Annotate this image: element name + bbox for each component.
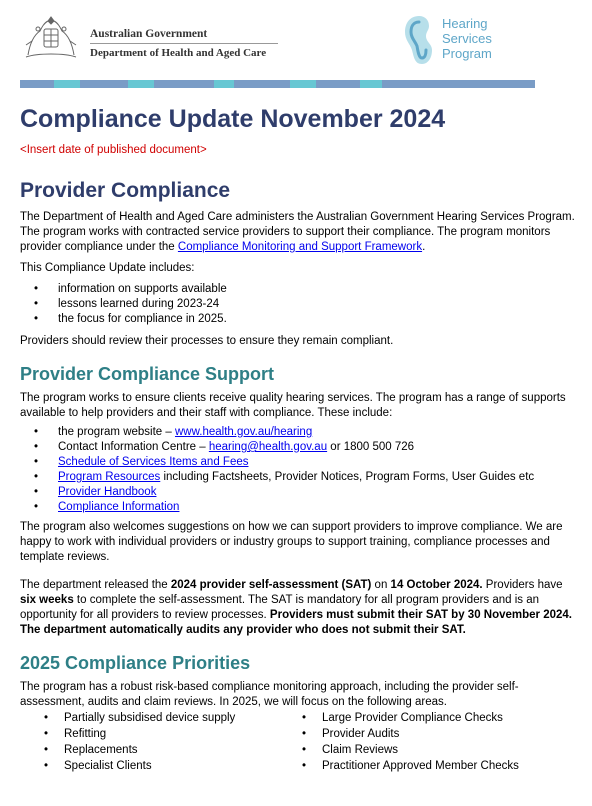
- list-item: • Claim Reviews: [298, 742, 576, 758]
- list-item: • Practitioner Approved Member Checks: [298, 758, 576, 774]
- sat-bold: Providers must submit their SAT by 30 November 2024. The department automatically audits any provider who does not submit their SAT.: [20, 609, 573, 636]
- provider-handbook-link[interactable]: Provider Handbook: [58, 486, 157, 498]
- schedule-link[interactable]: Schedule of Services Items and Fees: [58, 456, 249, 468]
- includes-intro: This Compliance Update includes:: [20, 262, 195, 274]
- program-logo-text: [442, 16, 492, 61]
- paragraph-text: The Department of Health and Aged Care administers the Australian Government Hearing Services Program. The program works with contracted service providers to support their compliance. The program monitors provider compliance under the: [20, 211, 575, 253]
- program-resources-link[interactable]: Program Resources: [58, 471, 161, 483]
- sat-text: The department released the: [20, 579, 171, 591]
- list-item: [20, 485, 576, 500]
- document-body: [20, 104, 576, 774]
- list-item: • Refitting: [20, 726, 298, 742]
- framework-link[interactable]: Compliance Monitoring and Support Framework: [177, 241, 423, 253]
- program-logo-line: Program: [442, 46, 492, 61]
- document-header: [0, 0, 592, 80]
- email-link[interactable]: hearing@health.gov.au: [208, 441, 328, 453]
- list-item: • Provider Audits: [298, 726, 576, 742]
- government-wordmark: [90, 28, 278, 59]
- published-date-placeholder: <Insert date of published document>: [20, 144, 207, 156]
- support-list: [20, 425, 576, 515]
- paragraph-end: .: [422, 241, 426, 253]
- welcome-paragraph: The program also welcomes suggestions on how we can support providers to improve compliance. We are happy to work with individual providers or industry groups to support training, compliance processes and template reviews.: [20, 521, 563, 563]
- provider-compliance-paragraph: [20, 210, 576, 255]
- government-name: Australian Government: [90, 28, 208, 40]
- list-item: [20, 470, 576, 485]
- priorities-heading: 2025 Compliance Priorities: [20, 653, 251, 673]
- resources-suffix: including Factsheets, Provider Notices, Program Forms, User Guides etc: [160, 471, 535, 483]
- website-prefix: the program website –: [58, 426, 175, 438]
- coat-of-arms-icon: [20, 15, 82, 61]
- wordmark-divider: [90, 43, 278, 44]
- header-color-stripe: [20, 80, 535, 88]
- priorities-right-list: [298, 710, 576, 774]
- sat-text: on: [371, 579, 391, 591]
- list-item: • Specialist Clients: [20, 758, 298, 774]
- sat-bold: six weeks: [20, 594, 74, 606]
- list-item: • lessons learned during 2023-24: [20, 297, 576, 312]
- list-item: • Partially subsidised device supply: [20, 710, 298, 726]
- priorities-left-list: [20, 710, 298, 774]
- list-item: [20, 500, 576, 515]
- review-paragraph: Providers should review their processes to ensure they remain compliant.: [20, 335, 394, 347]
- sat-text: to complete the self-assessment. The SAT is mandatory for all program providers and is an opportunity for all providers to review processes.: [20, 594, 540, 621]
- sat-bold: 2024 provider self-assessment (SAT): [170, 579, 372, 591]
- ear-logo-icon: [402, 14, 436, 66]
- contact-suffix: or 1800 500 726: [327, 441, 415, 453]
- priorities-lists: [20, 710, 576, 774]
- department-name: Department of Health and Aged Care: [90, 47, 267, 59]
- list-item: • the focus for compliance in 2025.: [20, 312, 576, 327]
- support-intro: The program works to ensure clients receive quality hearing services. The program has a range of supports available to help providers and their staff with compliance. These include:: [20, 392, 566, 419]
- sat-text: Providers have: [482, 579, 563, 591]
- compliance-information-link[interactable]: Compliance Information: [58, 501, 180, 513]
- sat-bold: 14 October 2024.: [390, 579, 483, 591]
- support-heading: Provider Compliance Support: [20, 364, 275, 384]
- list-item: [20, 440, 576, 455]
- includes-list: [20, 282, 576, 327]
- program-logo-line: Services: [442, 31, 492, 46]
- list-item: • Replacements: [20, 742, 298, 758]
- sat-paragraph: [20, 578, 576, 638]
- list-item: [20, 425, 576, 440]
- list-item: [20, 455, 576, 470]
- program-logo-line: Hearing: [442, 16, 488, 31]
- list-item: • information on supports available: [20, 282, 576, 297]
- website-link[interactable]: www.health.gov.au/hearing: [174, 426, 313, 438]
- priorities-intro: The program has a robust risk-based compliance monitoring approach, including the provider self-assessment, audits and claim reviews. In 2025, we will focus on the following areas.: [20, 681, 519, 708]
- page-title: Compliance Update November 2024: [20, 105, 446, 133]
- list-item: • Large Provider Compliance Checks: [298, 710, 576, 726]
- provider-compliance-heading: Provider Compliance: [20, 179, 231, 202]
- contact-prefix: Contact Information Centre –: [58, 441, 209, 453]
